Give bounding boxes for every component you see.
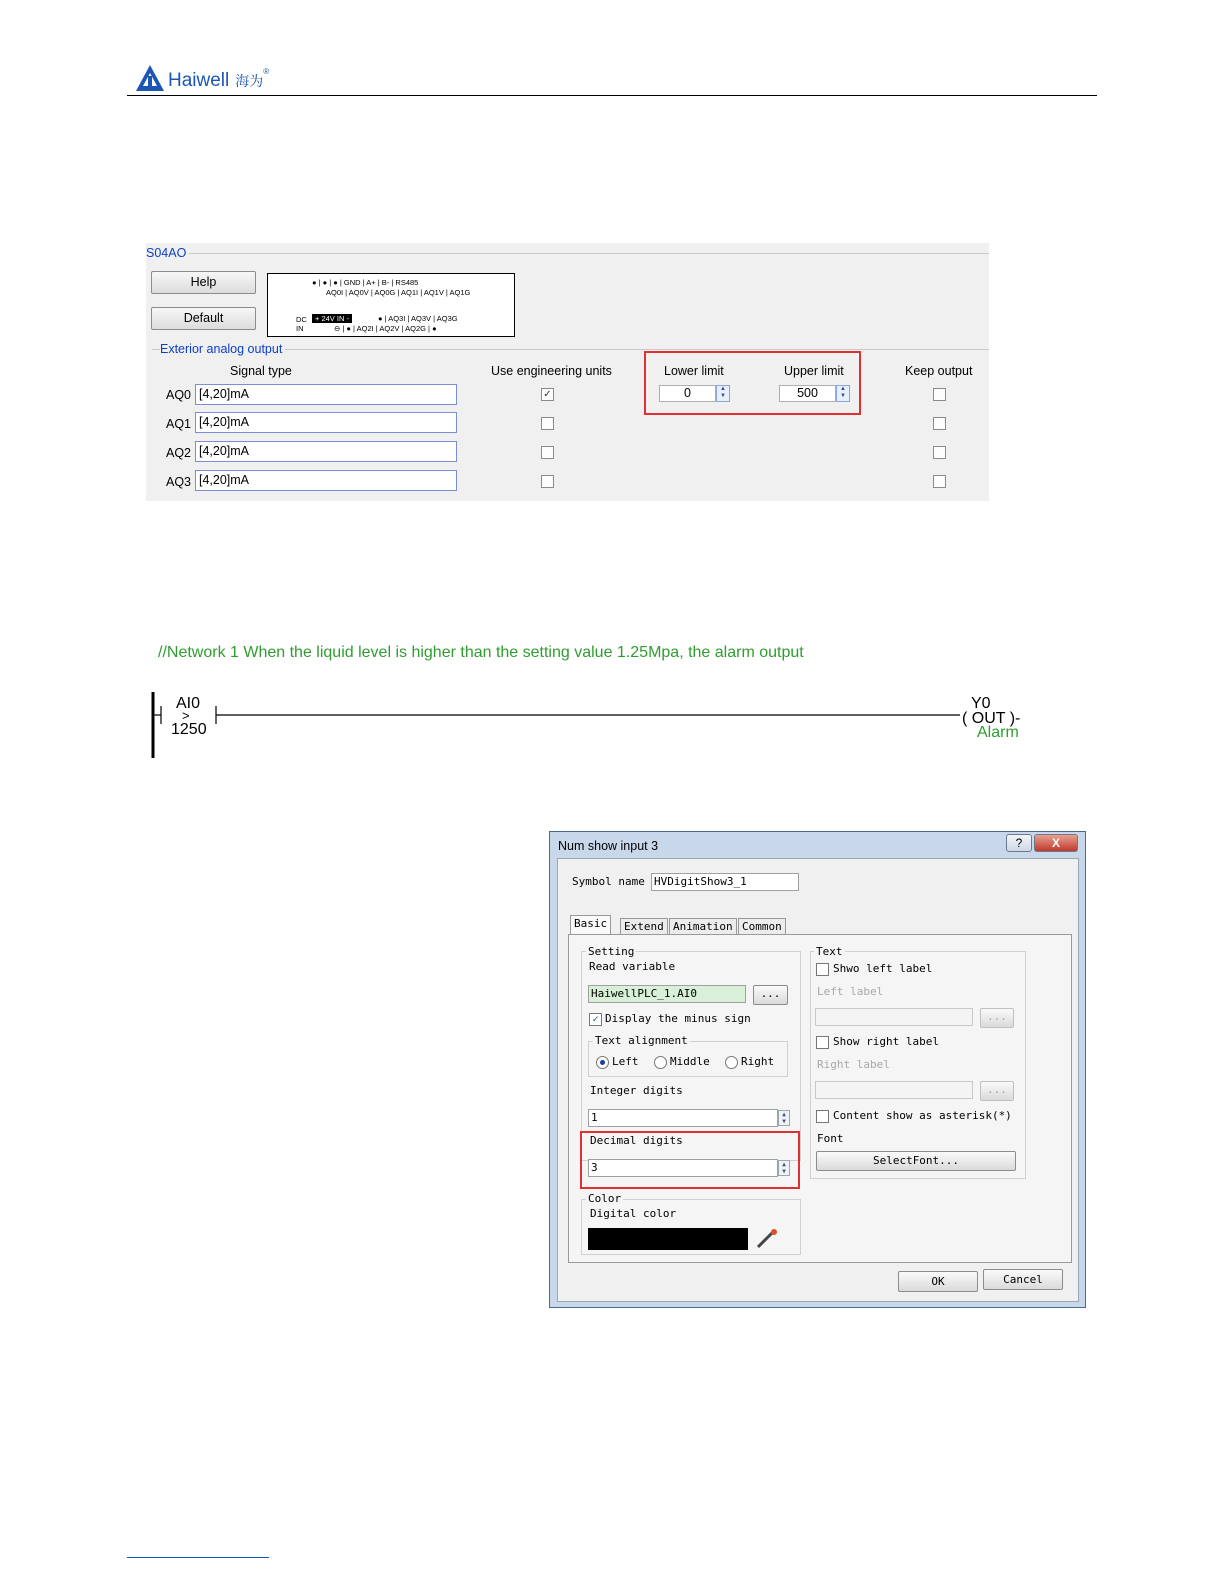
asterisk-checkbox[interactable] <box>816 1110 829 1123</box>
aq1-label: AQ1 <box>166 417 192 431</box>
font-label: Font <box>817 1132 844 1145</box>
aq1-signal-type[interactable]: [4,20]mA <box>195 412 457 433</box>
align-left-label: Left <box>612 1055 639 1068</box>
integer-digits-input[interactable]: 1 <box>588 1109 778 1127</box>
col-lower-limit: Lower limit <box>664 364 724 378</box>
tab-basic[interactable]: Basic <box>570 915 611 935</box>
right-label-input[interactable] <box>815 1081 973 1099</box>
module-label: S04AO <box>146 246 189 260</box>
ladder-rung <box>145 688 1045 762</box>
network-comment: //Network 1 When the liquid level is higher than the setting value 1.25Mpa, the alarm output <box>158 644 804 661</box>
display-minus-checkbox[interactable]: ✓ <box>589 1013 602 1026</box>
contact-value: 1250 <box>171 721 207 738</box>
wiring-dc-label: DC <box>296 315 307 324</box>
show-left-label-checkbox[interactable] <box>816 963 829 976</box>
left-label-input[interactable] <box>815 1008 973 1026</box>
tab-extend[interactable]: Extend <box>620 918 668 934</box>
wiring-in-label: IN <box>296 324 304 333</box>
display-minus-label: Display the minus sign <box>605 1012 751 1025</box>
digital-color-swatch[interactable] <box>588 1228 748 1250</box>
tab-common[interactable]: Common <box>738 918 786 934</box>
close-caption-button[interactable]: X <box>1034 834 1078 852</box>
footer-rule <box>127 1557 269 1558</box>
color-group-title: Color <box>588 1192 622 1205</box>
col-keep-output: Keep output <box>905 364 973 378</box>
exterior-analog-output-title: Exterior analog output <box>160 342 285 356</box>
aq0-upper-limit-input[interactable]: 500 <box>779 385 836 402</box>
show-right-label-checkbox[interactable] <box>816 1036 829 1049</box>
haiwell-logo <box>135 62 269 92</box>
integer-digits-label: Integer digits <box>590 1084 683 1097</box>
coil-type: ( OUT )- <box>962 710 1021 727</box>
decimal-digits-label: Decimal digits <box>590 1134 683 1147</box>
dialog-title: Num show input 3 <box>558 839 659 853</box>
right-label-caption: Right label <box>817 1058 890 1071</box>
aq0-lower-limit-spinner[interactable]: ▲ ▼ <box>716 385 730 402</box>
align-middle-radio[interactable] <box>654 1056 667 1069</box>
col-use-eng-units: Use engineering units <box>491 364 612 378</box>
aq0-use-eng-checkbox[interactable]: ✓ <box>541 388 554 401</box>
left-label-caption: Left label <box>817 985 884 998</box>
wiring-bottom-row: ● | AQ3I | AQ3V | AQ3G <box>378 314 458 323</box>
integer-digits-spinner[interactable]: ▲ ▼ <box>778 1110 790 1126</box>
digital-color-label: Digital color <box>590 1207 677 1220</box>
right-label-browse-button[interactable]: ... <box>980 1081 1014 1101</box>
aq3-label: AQ3 <box>166 475 192 489</box>
decimal-digits-input[interactable]: 3 <box>588 1159 778 1177</box>
color-picker-icon[interactable] <box>754 1227 780 1251</box>
align-right-radio[interactable] <box>725 1056 738 1069</box>
read-variable-browse-button[interactable]: ... <box>753 985 788 1005</box>
coil-comment: Alarm <box>977 724 1019 741</box>
dialog-body <box>557 858 1079 1302</box>
num-show-input-dialog <box>549 831 1086 1308</box>
left-label-browse-button[interactable]: ... <box>980 1008 1014 1028</box>
text-alignment-title: Text alignment <box>595 1034 688 1047</box>
col-upper-limit: Upper limit <box>784 364 844 378</box>
show-left-label-text: Shwo left label <box>833 962 933 975</box>
read-variable-label: Read variable <box>589 960 676 973</box>
aq0-label: AQ0 <box>166 388 192 402</box>
aq2-signal-type[interactable]: [4,20]mA <box>195 441 457 462</box>
symbol-name-label: Symbol name <box>572 875 645 888</box>
symbol-name-input[interactable]: HVDigitShow3_1 <box>651 873 799 891</box>
wiring-top-sub: AQ0I | AQ0V | AQ0G | AQ1I | AQ1V | AQ1G <box>326 288 471 297</box>
setting-group-title: Setting <box>588 945 635 958</box>
haiwell-logo-icon <box>135 64 165 92</box>
s04ao-config-panel <box>146 243 989 501</box>
aq3-use-eng-checkbox[interactable] <box>541 475 554 488</box>
header-rule <box>127 95 1097 96</box>
aq0-lower-limit-input[interactable]: 0 <box>659 385 716 402</box>
wiring-24v-in: + 24V IN - <box>312 314 352 323</box>
module-group-line <box>186 253 989 254</box>
contact-variable: AI0 <box>176 695 201 712</box>
default-button[interactable]: Default <box>151 307 256 330</box>
aq1-use-eng-checkbox[interactable] <box>541 417 554 430</box>
wiring-bottom-sub: ⊖ | ● | AQ2I | AQ2V | AQ2G | ● <box>334 324 437 333</box>
wiring-top-row: ● | ● | ● | GND | A+ | B- | RS485 <box>312 278 419 287</box>
show-right-label-text: Show right label <box>833 1035 939 1048</box>
coil-variable: Y0 <box>971 695 991 712</box>
read-variable-input[interactable]: HaiwellPLC_1.AI0 <box>588 985 746 1003</box>
limits-highlight-box <box>644 351 861 415</box>
aq0-upper-limit-spinner[interactable]: ▲ ▼ <box>836 385 850 402</box>
aq0-signal-type[interactable]: [4,20]mA <box>195 384 457 405</box>
aq0-keep-output-checkbox[interactable] <box>933 388 946 401</box>
select-font-button[interactable]: SelectFont... <box>816 1151 1016 1171</box>
tab-animation[interactable]: Animation <box>669 918 737 934</box>
text-group-title: Text <box>816 945 843 958</box>
aq1-keep-output-checkbox[interactable] <box>933 417 946 430</box>
decimal-digits-highlight-box <box>580 1131 800 1189</box>
align-middle-label: Middle <box>670 1055 710 1068</box>
aq2-use-eng-checkbox[interactable] <box>541 446 554 459</box>
aq3-keep-output-checkbox[interactable] <box>933 475 946 488</box>
aq2-label: AQ2 <box>166 446 192 460</box>
aq2-keep-output-checkbox[interactable] <box>933 446 946 459</box>
align-right-label: Right <box>741 1055 775 1068</box>
cancel-button[interactable]: Cancel <box>983 1269 1063 1290</box>
registered-mark: ® <box>263 67 270 76</box>
asterisk-label: Content show as asterisk(*) <box>833 1109 1012 1122</box>
decimal-digits-spinner[interactable]: ▲ ▼ <box>778 1160 790 1176</box>
contact-operator: > <box>182 708 190 723</box>
brand-name: Haiwell <box>168 70 230 91</box>
help-caption-button[interactable]: ? <box>1006 834 1032 852</box>
align-left-radio[interactable] <box>596 1056 609 1069</box>
aq3-signal-type[interactable]: [4,20]mA <box>195 470 457 491</box>
help-button[interactable]: Help <box>151 271 256 294</box>
col-signal-type: Signal type <box>230 364 292 378</box>
ok-button[interactable]: OK <box>898 1271 978 1292</box>
terminal-wiring-diagram <box>267 273 515 337</box>
brand-name-cn: 海为 <box>235 73 264 89</box>
